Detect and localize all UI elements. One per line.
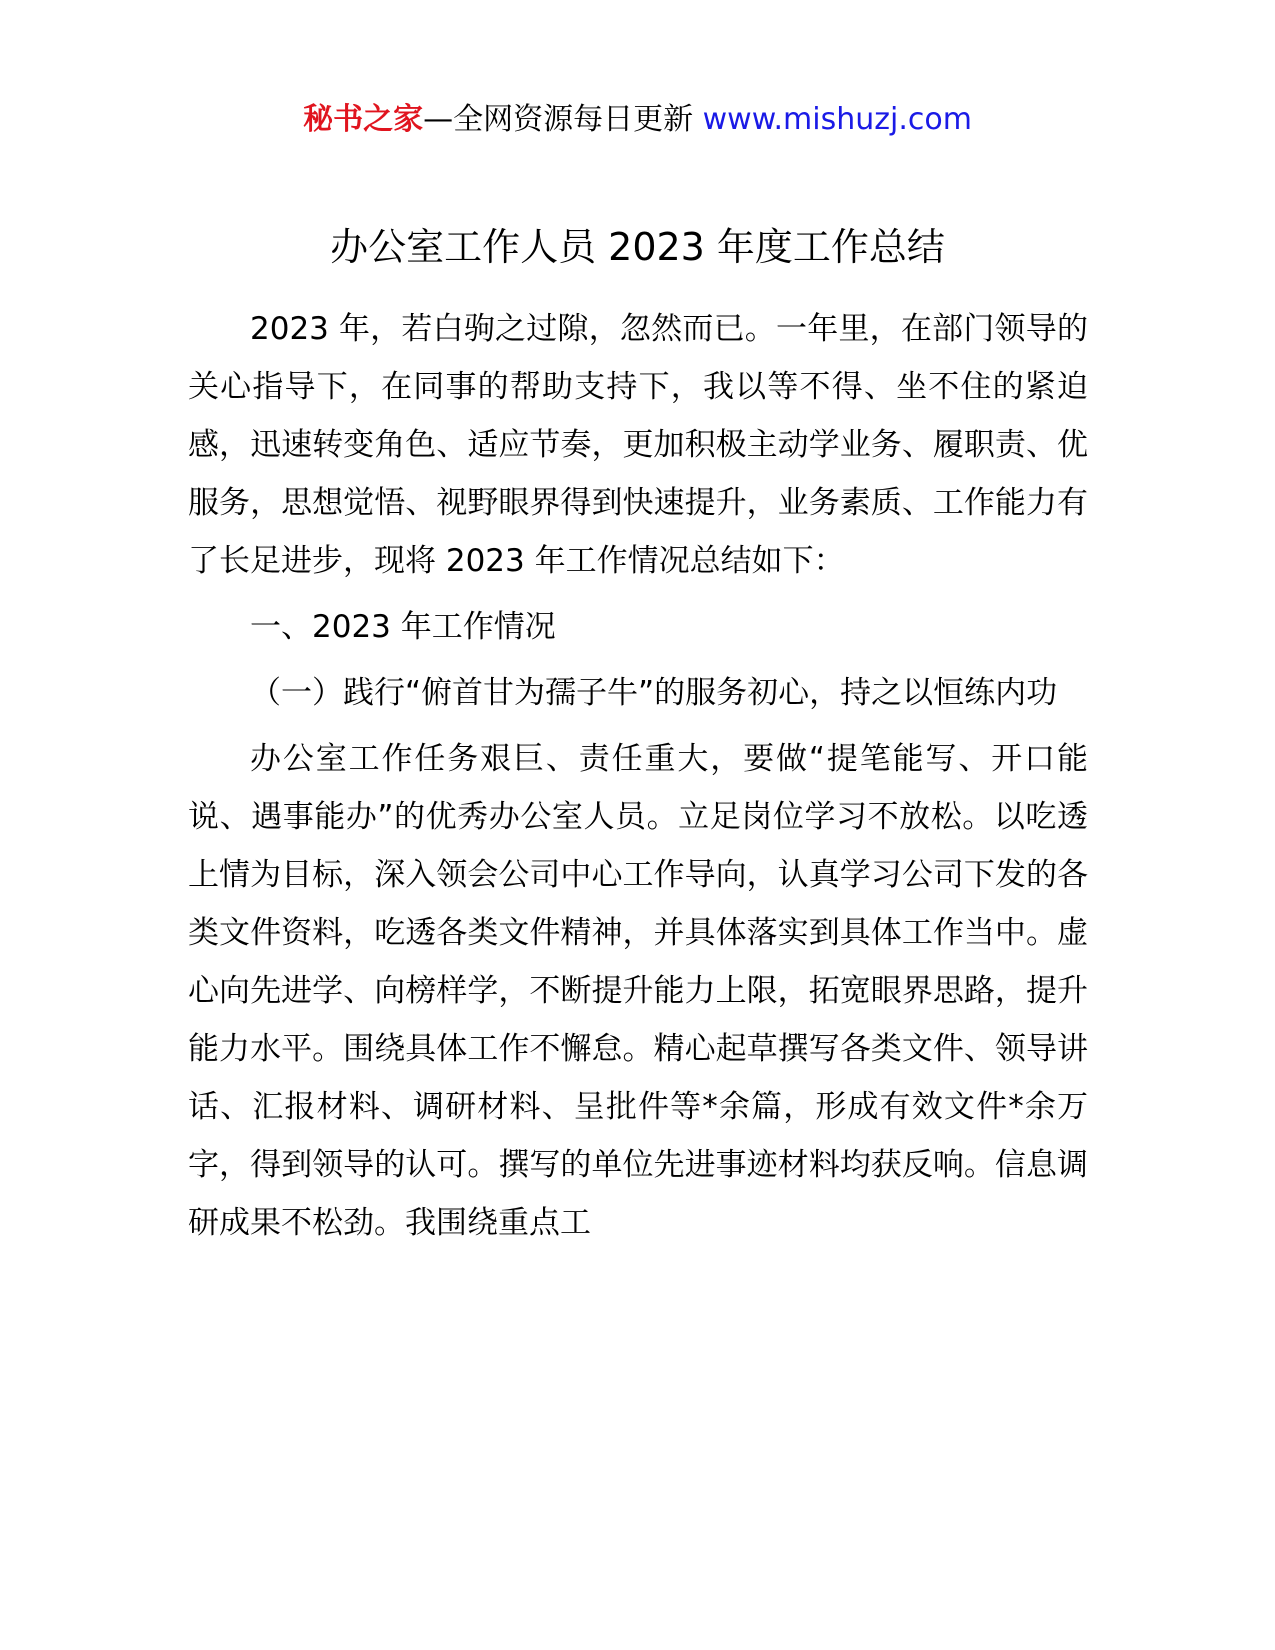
intro-paragraph: 2023 年，若白驹之过隙，忽然而已。一年里，在部门领导的关心指导下，在同事的帮助支持下，我以等不得、坐不住的紧迫感，迅速转变角色、适应节奏，更加积极主动学业务、履职责、优服务，思想觉悟、视野眼界得到快速提升，业务素质、工作能力有了长足进步，现将 2023 年工作情况总结如下： [188, 311, 1088, 579]
header-tagline: —全网资源每日更新 [423, 102, 703, 137]
section-heading-1: 一、2023 年工作情况 [250, 609, 556, 645]
site-header [0, 98, 1275, 142]
brand-name: 秘书之家 [303, 102, 424, 137]
document-title: 办公室工作人员 2023 年度工作总结 [330, 225, 945, 269]
subsection-heading-1: （一）践行“俯首甘为孺子牛”的服务初心，持之以恒练内功 [250, 675, 1058, 711]
site-url-link[interactable]: www.mishuzj.com [702, 102, 972, 137]
body-paragraph: 办公室工作任务艰巨、责任重大，要做“提笔能写、开口能说、遇事能办”的优秀办公室人员。立足岗位学习不放松。以吃透上情为目标，深入领会公司中心工作导向，认真学习公司下发的各类文件资料，吃透各类文件精神，并具体落实到具体工作当中。虚心向先进学、向榜样学，不断提升能力上限，拓宽眼界思路，提升能力水平。围绕具体工作不懈怠。精心起草撰写各类文件、领导讲话、汇报材料、调研材料、呈批件等*余篇，形成有效文件*余万字，得到领导的认可。撰写的单位先进事迹材料均获反响。信息调研成果不松劲。我围绕重点工 [188, 741, 1088, 1241]
document-body [188, 300, 1088, 1260]
